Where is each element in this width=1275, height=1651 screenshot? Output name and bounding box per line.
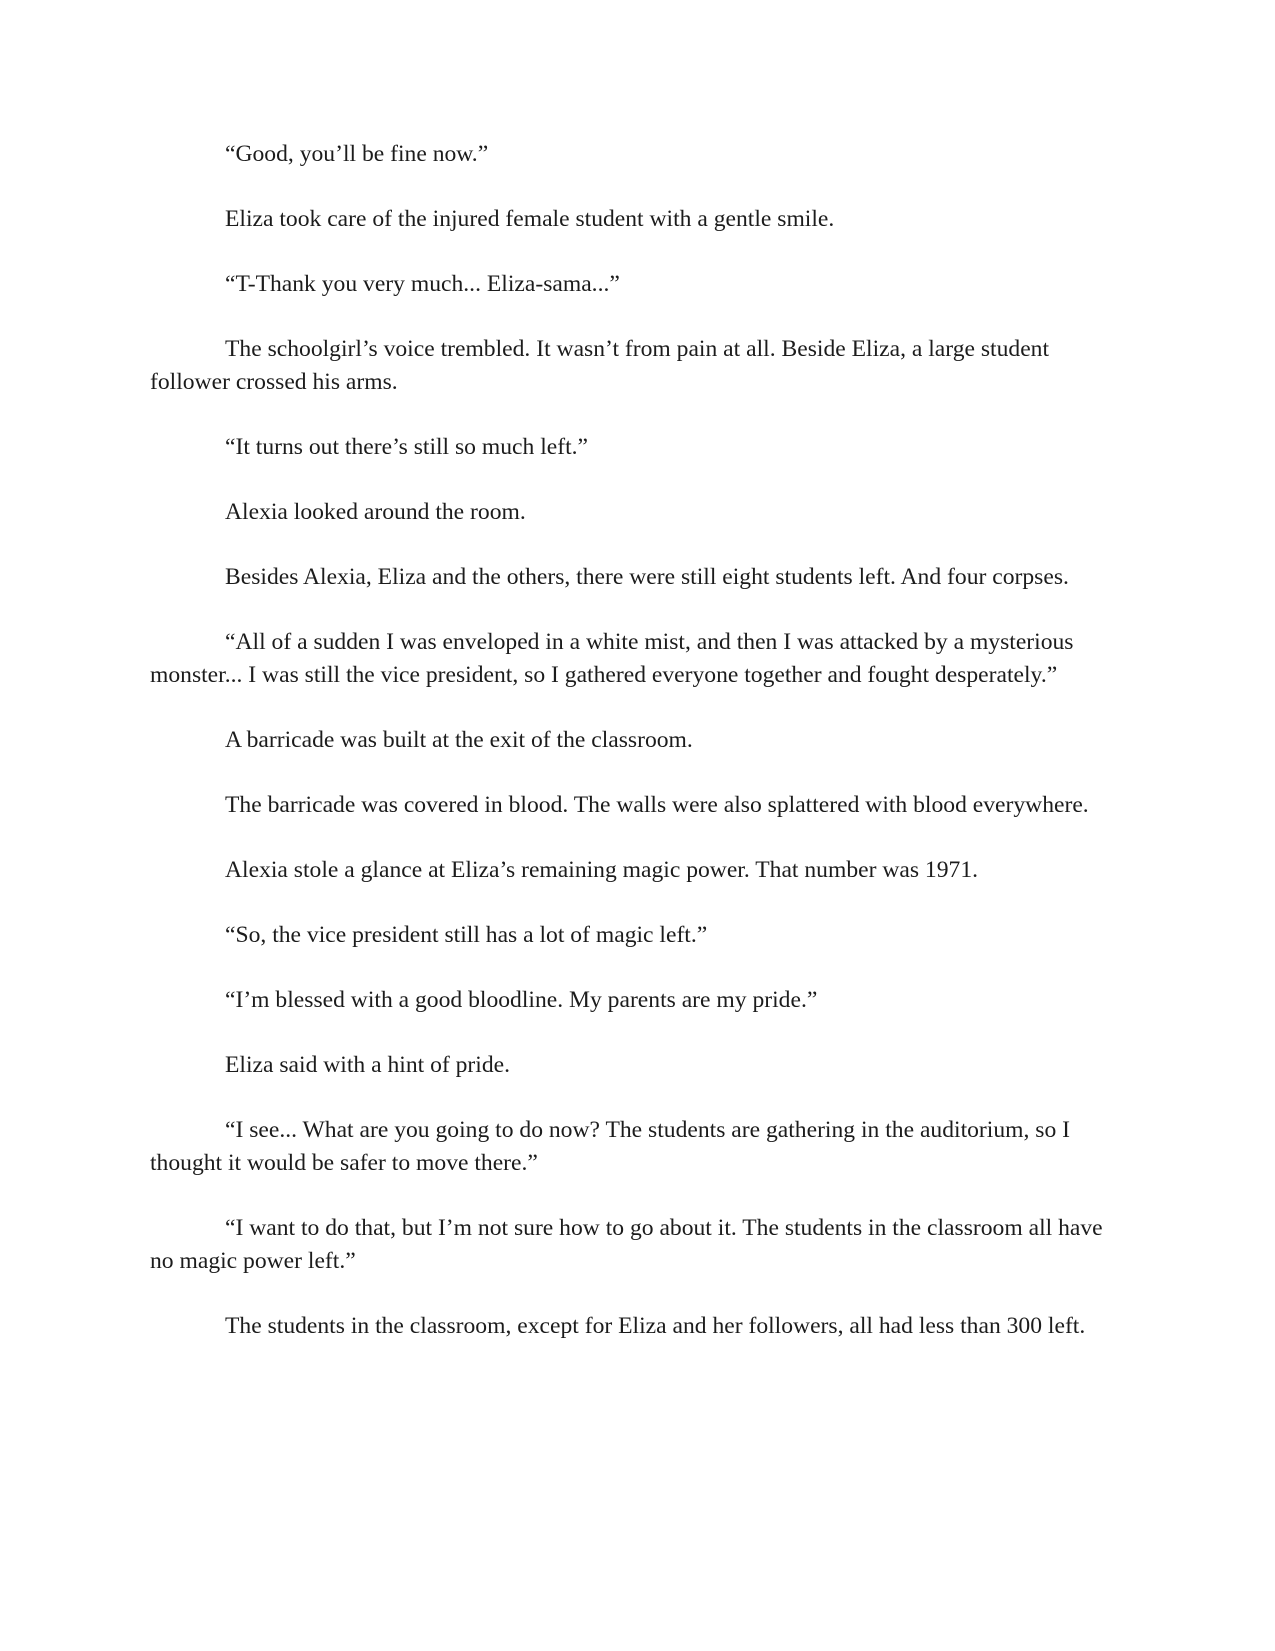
paragraph: The students in the classroom, except for Eliza and her followers, all had less than 300 left. [225, 1313, 1086, 1339]
paragraph: Alexia stole a glance at Eliza’s remaining magic power. That number was 1971. [225, 857, 979, 883]
paragraph: “T-Thank you very much... Eliza-sama...” [225, 271, 620, 297]
paragraph: “So, the vice president still has a lot of magic left.” [225, 922, 708, 948]
paragraph: Eliza said with a hint of pride. [225, 1052, 511, 1078]
paragraph: The schoolgirl’s voice trembled. It wasn’t from pain at all. Beside Eliza, a large student follower crossed his arms. [150, 336, 1050, 395]
body-text [150, 138, 1125, 1375]
paragraph: “It turns out there’s still so much left.” [225, 434, 589, 460]
paragraph: “I see... What are you going to do now? The students are gathering in the auditorium, so I thought it would be safer to move there.” [150, 1117, 1071, 1176]
paragraph: “I want to do that, but I’m not sure how to go about it. The students in the classroom all have no magic power left.” [150, 1215, 1103, 1274]
paragraph: The barricade was covered in blood. The walls were also splattered with blood everywhere. [225, 792, 1089, 818]
paragraph: Eliza took care of the injured female student with a gentle smile. [225, 206, 835, 232]
paragraph: Besides Alexia, Eliza and the others, there were still eight students left. And four corpses. [225, 564, 1069, 590]
paragraph: Alexia looked around the room. [225, 499, 526, 525]
paragraph: A barricade was built at the exit of the classroom. [225, 727, 693, 753]
paragraph: “All of a sudden I was enveloped in a white mist, and then I was attacked by a mysterious monster... I was still the vice president, so I gathered everyone together and fought desperately.” [150, 629, 1074, 688]
paragraph: “I’m blessed with a good bloodline. My parents are my pride.” [225, 987, 818, 1013]
paragraph: “Good, you’ll be fine now.” [225, 141, 489, 167]
